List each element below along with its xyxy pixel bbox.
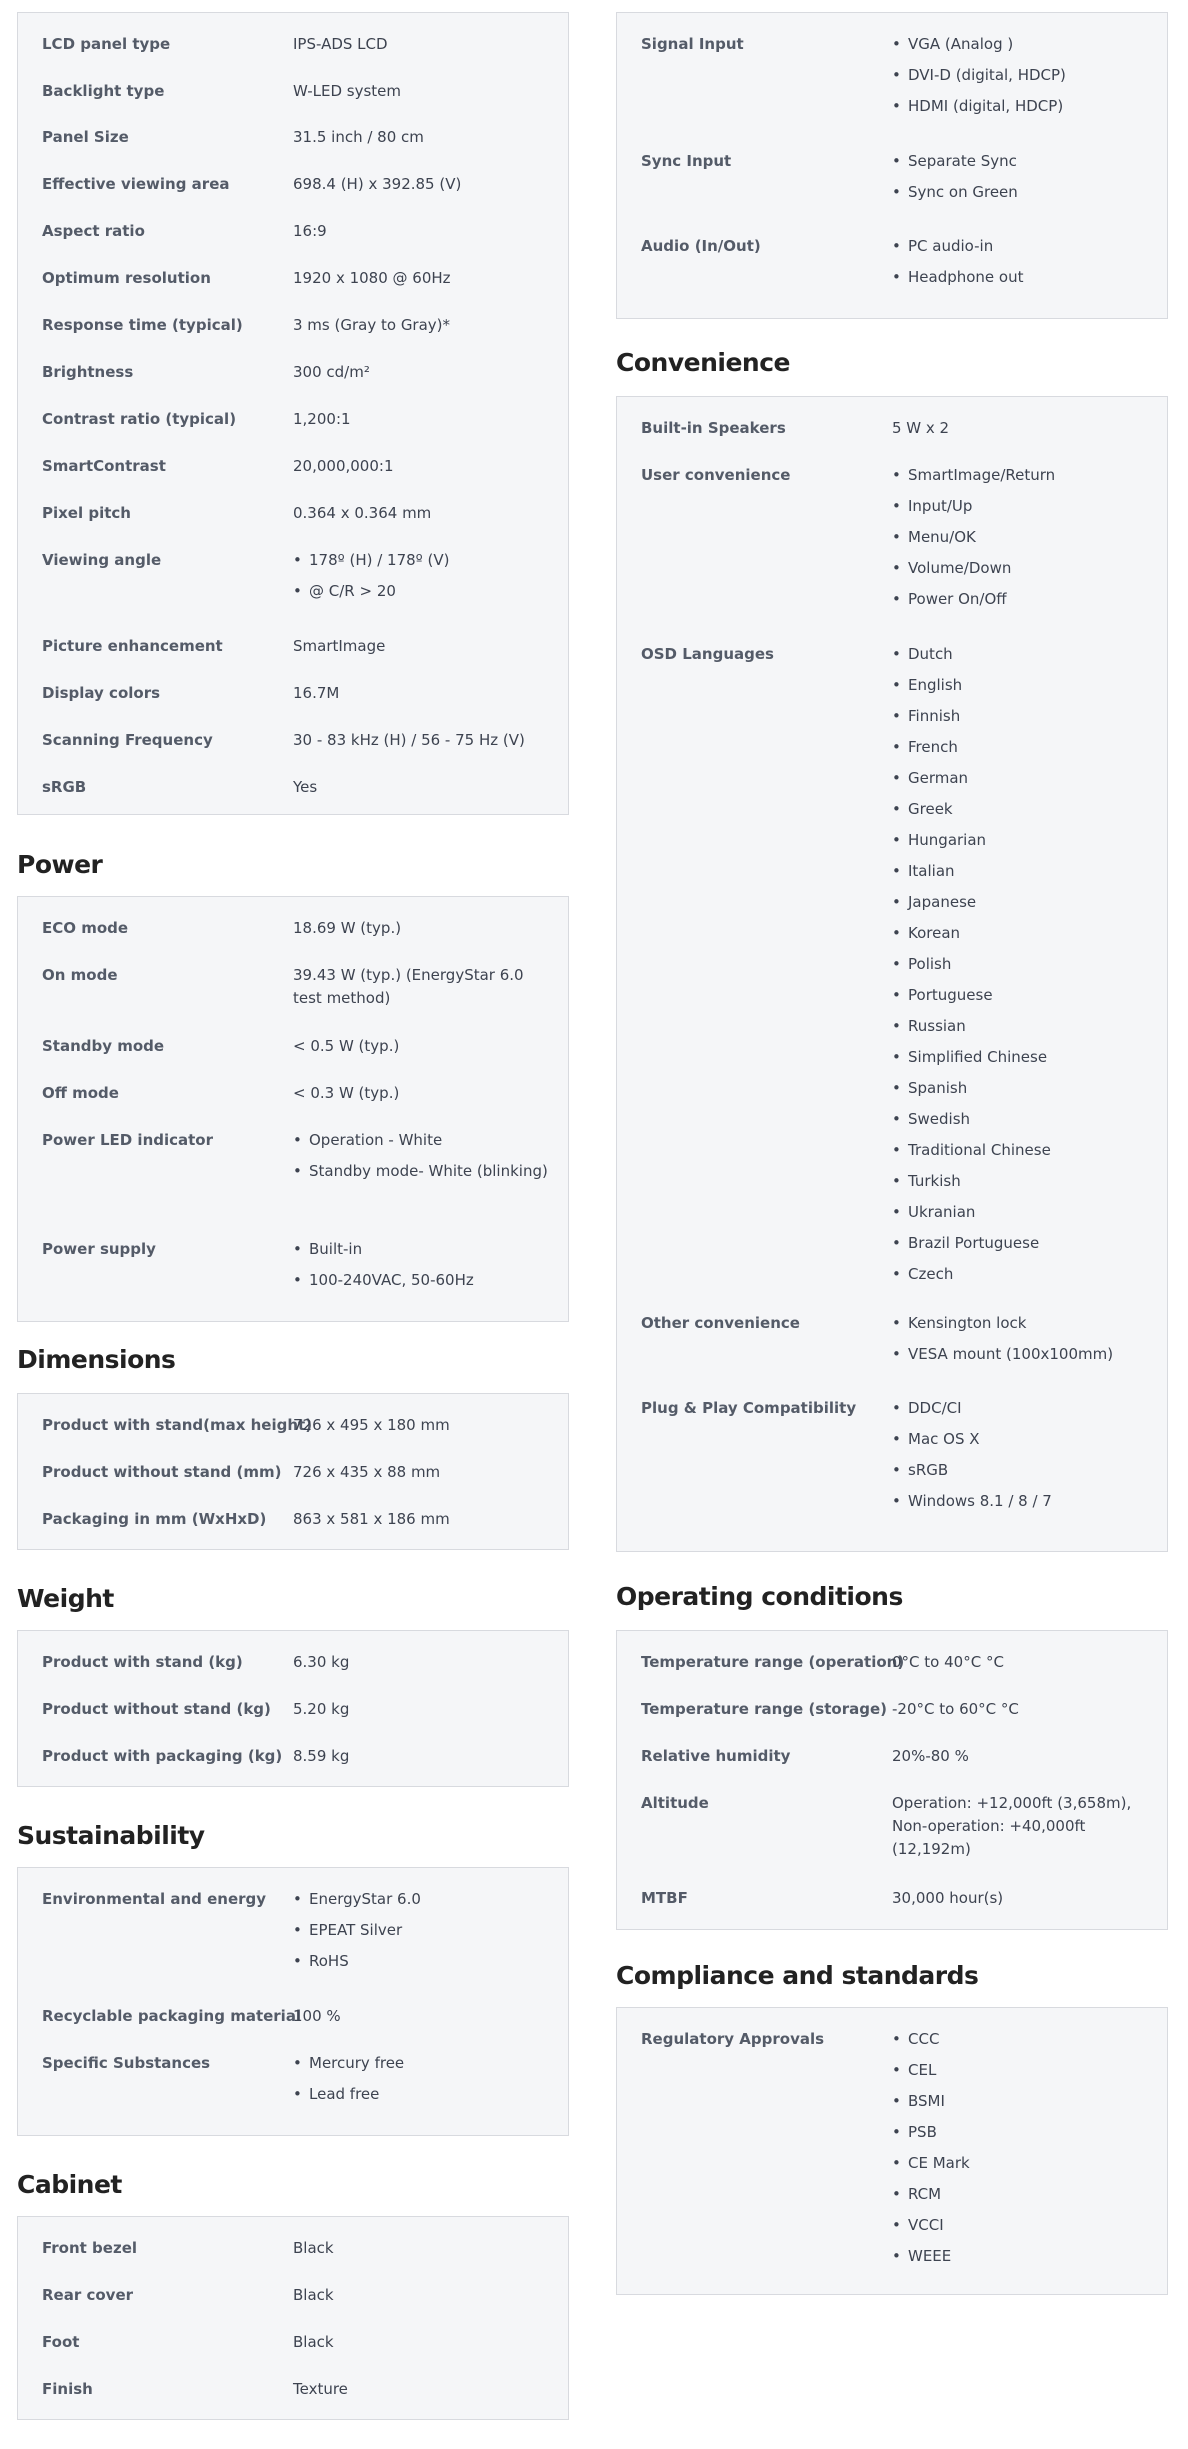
- spec-value: Texture: [293, 2380, 348, 2398]
- spec-list-item: • Volume/Down: [892, 557, 1148, 580]
- spec-label: Environmental and energy: [42, 1890, 267, 1908]
- spec-list-item: • Mac OS X: [892, 1428, 1148, 1451]
- spec-label: Audio (In/Out): [641, 237, 761, 255]
- power-spec-card: [17, 896, 569, 1322]
- spec-list-item: • 100-240VAC, 50-60Hz: [293, 1269, 549, 1292]
- spec-label: Product with stand (kg): [42, 1653, 243, 1671]
- spec-list-item: • Traditional Chinese: [892, 1139, 1148, 1162]
- spec-value: SmartImage: [293, 637, 386, 655]
- spec-value: 16.7M: [293, 684, 340, 702]
- spec-value: IPS-ADS LCD: [293, 35, 388, 53]
- spec-label: Temperature range (storage): [641, 1700, 887, 1718]
- section-title-cabinet: Cabinet: [17, 2170, 122, 2199]
- spec-value: 726 x 495 x 180 mm: [293, 1416, 450, 1434]
- dimensions-spec-card: [17, 1393, 569, 1550]
- connectivity-spec-card: [616, 12, 1168, 319]
- spec-value-list: [293, 1129, 549, 1191]
- spec-value: 863 x 581 x 186 mm: [293, 1510, 450, 1528]
- spec-label: Picture enhancement: [42, 637, 223, 655]
- spec-label: OSD Languages: [641, 645, 774, 663]
- spec-label: Optimum resolution: [42, 269, 211, 287]
- spec-list-item: • Input/Up: [892, 495, 1148, 518]
- spec-list-item: • CCC: [892, 2028, 1148, 2051]
- spec-value: < 0.3 W (typ.): [293, 1084, 400, 1102]
- spec-value: 3 ms (Gray to Gray)*: [293, 316, 451, 334]
- spec-label: Finish: [42, 2380, 93, 2398]
- spec-list-item: • PSB: [892, 2121, 1148, 2144]
- spec-label: Effective viewing area: [42, 175, 230, 193]
- spec-list-item: • Italian: [892, 860, 1148, 883]
- spec-list-item: • RCM: [892, 2183, 1148, 2206]
- spec-label: ECO mode: [42, 919, 129, 937]
- section-title-operating-conditions: Operating conditions: [616, 1582, 903, 1611]
- spec-label: Built-in Speakers: [641, 419, 786, 437]
- spec-label: Altitude: [641, 1794, 709, 1812]
- spec-label: Brightness: [42, 363, 134, 381]
- spec-value: 1,200:1: [293, 410, 351, 428]
- spec-label: Power LED indicator: [42, 1131, 214, 1149]
- spec-label: Off mode: [42, 1084, 119, 1102]
- spec-label: Aspect ratio: [42, 222, 145, 240]
- sustainability-spec-card: [17, 1867, 569, 2136]
- spec-label: LCD panel type: [42, 35, 171, 53]
- spec-list-item: • Greek: [892, 798, 1148, 821]
- spec-list-item: • Standby mode- White (blinking): [293, 1160, 549, 1183]
- spec-value: 30 - 83 kHz (H) / 56 - 75 Hz (V): [293, 731, 525, 749]
- spec-list-item: • German: [892, 767, 1148, 790]
- spec-label: On mode: [42, 966, 118, 984]
- spec-list-item: • Kensington lock: [892, 1312, 1148, 1335]
- spec-label: sRGB: [42, 778, 87, 796]
- spec-list-item: • VESA mount (100x100mm): [892, 1343, 1148, 1366]
- spec-label: Display colors: [42, 684, 161, 702]
- spec-list-item: • Mercury free: [293, 2052, 549, 2075]
- spec-list-item: • Operation - White: [293, 1129, 549, 1152]
- spec-list-item: • EPEAT Silver: [293, 1919, 549, 1942]
- spec-list-item: • @ C/R > 20: [293, 580, 549, 603]
- spec-value: 20%-80 %: [892, 1747, 969, 1765]
- spec-value: 20,000,000:1: [293, 457, 394, 475]
- spec-value-list: [892, 1312, 1148, 1374]
- spec-list-item: • DVI-D (digital, HDCP): [892, 64, 1148, 87]
- spec-value: W-LED system: [293, 82, 402, 100]
- spec-value-list: [892, 150, 1148, 212]
- spec-value: 5 W x 2: [892, 419, 950, 437]
- operating-spec-card: [616, 1630, 1168, 1930]
- spec-label: Product with stand(max height): [42, 1416, 313, 1434]
- spec-list-item: • Lead free: [293, 2083, 549, 2106]
- cabinet-spec-card: [17, 2216, 569, 2420]
- spec-list-item: • PC audio-in: [892, 235, 1148, 258]
- spec-list-item: • BSMI: [892, 2090, 1148, 2113]
- spec-list-item: • RoHS: [293, 1950, 549, 1973]
- spec-list-item: • HDMI (digital, HDCP): [892, 95, 1148, 118]
- spec-label: Pixel pitch: [42, 504, 131, 522]
- spec-list-item: • Sync on Green: [892, 181, 1148, 204]
- spec-value: 726 x 435 x 88 mm: [293, 1463, 441, 1481]
- spec-value: 698.4 (H) x 392.85 (V): [293, 175, 462, 193]
- spec-value: Black: [293, 2286, 334, 2304]
- spec-list-item: • Hungarian: [892, 829, 1148, 852]
- spec-label: Viewing angle: [42, 551, 162, 569]
- spec-value-list: [892, 1397, 1148, 1521]
- spec-label: Scanning Frequency: [42, 731, 213, 749]
- spec-label: Standby mode: [42, 1037, 165, 1055]
- spec-value: 0.364 x 0.364 mm: [293, 504, 432, 522]
- spec-label: Rear cover: [42, 2286, 134, 2304]
- spec-label: Temperature range (operation): [641, 1653, 905, 1671]
- spec-list-item: • SmartImage/Return: [892, 464, 1148, 487]
- spec-label: Product with packaging (kg): [42, 1747, 283, 1765]
- spec-list-item: • Finnish: [892, 705, 1148, 728]
- spec-list-item: • Czech: [892, 1263, 1148, 1286]
- spec-value-list: [293, 1888, 549, 1981]
- spec-value-list: [293, 1238, 549, 1300]
- spec-value-list: [892, 464, 1148, 619]
- section-title-power: Power: [17, 850, 103, 879]
- spec-value: 16:9: [293, 222, 327, 240]
- spec-value: Black: [293, 2333, 334, 2351]
- spec-label: Signal Input: [641, 35, 744, 53]
- spec-value: Black: [293, 2239, 334, 2257]
- spec-list-item: • WEEE: [892, 2245, 1148, 2268]
- spec-label: Other convenience: [641, 1314, 800, 1332]
- spec-value: -20°C to 60°C °C: [892, 1700, 1019, 1718]
- spec-list-item: • Menu/OK: [892, 526, 1148, 549]
- spec-value: 30,000 hour(s): [892, 1889, 1004, 1907]
- spec-label: Response time (typical): [42, 316, 243, 334]
- spec-label: Specific Substances: [42, 2054, 211, 2072]
- spec-label: MTBF: [641, 1889, 688, 1907]
- spec-value: Operation: +12,000ft (3,658m), Non-operation: +40,000ft (12,192m): [892, 1794, 1132, 1858]
- section-title-compliance: Compliance and standards: [616, 1961, 979, 1990]
- convenience-spec-card: [616, 396, 1168, 1552]
- compliance-spec-card: [616, 2007, 1168, 2295]
- spec-label: Product without stand (kg): [42, 1700, 271, 1718]
- section-title-sustainability: Sustainability: [17, 1821, 205, 1850]
- spec-list-item: • CEL: [892, 2059, 1148, 2082]
- spec-list-item: • Headphone out: [892, 266, 1148, 289]
- spec-list-item: • Japanese: [892, 891, 1148, 914]
- spec-label: User convenience: [641, 466, 791, 484]
- spec-list-item: • CE Mark: [892, 2152, 1148, 2175]
- spec-value-list: [892, 33, 1148, 126]
- spec-label: Power supply: [42, 1240, 156, 1258]
- spec-value: 18.69 W (typ.): [293, 919, 402, 937]
- spec-label: Product without stand (mm): [42, 1463, 282, 1481]
- spec-list-item: • 178º (H) / 178º (V): [293, 549, 549, 572]
- display-spec-card: [17, 12, 569, 815]
- spec-label: Relative humidity: [641, 1747, 791, 1765]
- spec-label: Backlight type: [42, 82, 165, 100]
- spec-label: Plug & Play Compatibility: [641, 1399, 857, 1417]
- spec-list-item: • VCCI: [892, 2214, 1148, 2237]
- spec-list-item: • sRGB: [892, 1459, 1148, 1482]
- spec-list-item: • VGA (Analog ): [892, 33, 1148, 56]
- spec-value: < 0.5 W (typ.): [293, 1037, 400, 1055]
- spec-value: 39.43 W (typ.) (EnergyStar 6.0 test method): [293, 966, 524, 1007]
- spec-value: 300 cd/m²: [293, 363, 370, 381]
- spec-list-item: • English: [892, 674, 1148, 697]
- spec-label: Sync Input: [641, 152, 732, 170]
- spec-value-list: [892, 235, 1148, 297]
- spec-list-item: • Separate Sync: [892, 150, 1148, 173]
- spec-label: Front bezel: [42, 2239, 138, 2257]
- spec-value: 5.20 kg: [293, 1700, 350, 1718]
- spec-label: Contrast ratio (typical): [42, 410, 237, 428]
- spec-value: 8.59 kg: [293, 1747, 350, 1765]
- spec-list-item: • Swedish: [892, 1108, 1148, 1131]
- spec-value: 31.5 inch / 80 cm: [293, 128, 424, 146]
- spec-label: Foot: [42, 2333, 80, 2351]
- spec-label: Recyclable packaging material: [42, 2007, 302, 2025]
- spec-list-item: • Dutch: [892, 643, 1148, 666]
- spec-list-item: • Built-in: [293, 1238, 549, 1261]
- spec-label: Regulatory Approvals: [641, 2030, 825, 2048]
- spec-list-item: • Power On/Off: [892, 588, 1148, 611]
- spec-label: Panel Size: [42, 128, 129, 146]
- spec-list-item: • Spanish: [892, 1077, 1148, 1100]
- weight-spec-card: [17, 1630, 569, 1787]
- spec-list-item: • Russian: [892, 1015, 1148, 1038]
- spec-list-item: • Simplified Chinese: [892, 1046, 1148, 1069]
- spec-list-item: • Windows 8.1 / 8 / 7: [892, 1490, 1148, 1513]
- spec-value-list: [293, 2052, 549, 2114]
- spec-value: 6.30 kg: [293, 1653, 350, 1671]
- spec-list-item: • Portuguese: [892, 984, 1148, 1007]
- spec-label: Packaging in mm (WxHxD): [42, 1510, 267, 1528]
- spec-value: 0°C to 40°C °C: [892, 1653, 1004, 1671]
- spec-list-item: • Brazil Portuguese: [892, 1232, 1148, 1255]
- spec-value: 100 %: [293, 2007, 341, 2025]
- spec-list-item: • Korean: [892, 922, 1148, 945]
- spec-value: Yes: [293, 778, 318, 796]
- section-title-convenience: Convenience: [616, 348, 790, 377]
- spec-list-item: • Polish: [892, 953, 1148, 976]
- spec-list-item: • DDC/CI: [892, 1397, 1148, 1420]
- spec-label: SmartContrast: [42, 457, 166, 475]
- spec-value-list: [892, 643, 1148, 1294]
- spec-value-list: [293, 549, 549, 611]
- spec-value: 1920 x 1080 @ 60Hz: [293, 269, 451, 287]
- section-title-dimensions: Dimensions: [17, 1345, 176, 1374]
- spec-list-item: • Turkish: [892, 1170, 1148, 1193]
- section-title-weight: Weight: [17, 1584, 114, 1613]
- spec-list-item: • EnergyStar 6.0: [293, 1888, 549, 1911]
- spec-list-item: • Ukranian: [892, 1201, 1148, 1224]
- spec-value-list: [892, 2028, 1148, 2276]
- spec-list-item: • French: [892, 736, 1148, 759]
